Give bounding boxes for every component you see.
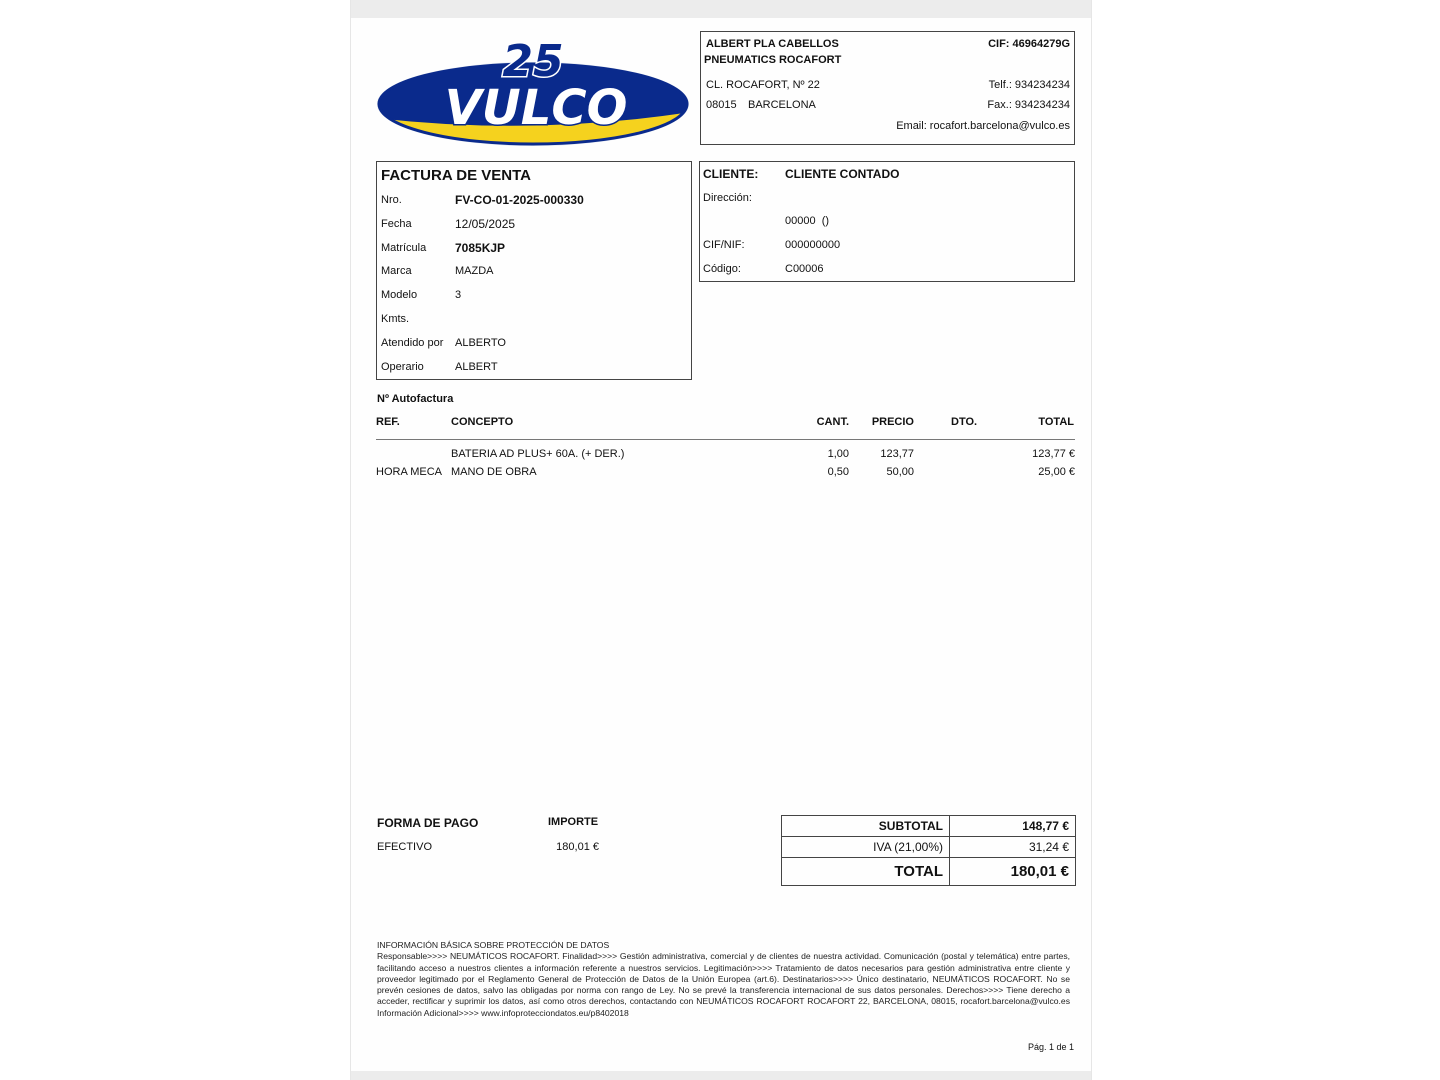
company-subtitle: PNEUMATICS ROCAFORT xyxy=(704,54,842,66)
page-number: Pág. 1 de 1 xyxy=(1027,1042,1074,1052)
company-name: ALBERT PLA CABELLOS xyxy=(706,38,839,50)
item-total: 25,00 € xyxy=(1038,466,1075,478)
payment-method-label: FORMA DE PAGO xyxy=(377,816,479,830)
subtotal-row xyxy=(782,816,1076,837)
col-total: TOTAL xyxy=(1038,416,1074,428)
item-cant: 1,00 xyxy=(827,448,849,460)
client-address: 00000 () xyxy=(785,215,830,227)
client-cif: 000000000 xyxy=(785,239,841,251)
client-name: CLIENTE CONTADO xyxy=(785,167,900,181)
vulco-logo xyxy=(376,32,691,148)
company-cif: CIF: 46964279G xyxy=(988,38,1070,50)
item-concepto: MANO DE OBRA xyxy=(451,466,537,478)
page-bottom-edge xyxy=(351,1071,1091,1080)
subtotal-value: 148,77 € xyxy=(950,816,1076,837)
invoice-brand: MAZDA xyxy=(455,265,494,277)
page-top-edge xyxy=(351,0,1091,18)
invoice-model: 3 xyxy=(455,289,462,301)
company-address: CL. ROCAFORT, Nº 22 xyxy=(706,79,820,91)
total-row xyxy=(782,858,1076,886)
company-postal: 08015 xyxy=(706,99,737,111)
client-box xyxy=(699,161,1075,282)
item-precio: 123,77 xyxy=(880,448,914,460)
field-label: Matrícula xyxy=(381,242,427,254)
invoice-title: FACTURA DE VENTA xyxy=(381,167,531,184)
total-label: TOTAL xyxy=(782,858,950,886)
client-code: C00006 xyxy=(785,263,824,275)
field-label: Fecha xyxy=(381,218,412,230)
col-ref: REF. xyxy=(376,416,400,428)
invoice-box xyxy=(376,161,692,380)
header-divider xyxy=(376,439,1075,440)
field-label: Operario xyxy=(381,361,424,373)
item-precio: 50,00 xyxy=(886,466,914,478)
total-value: 180,01 € xyxy=(950,858,1076,886)
autofactura-label: Nº Autofactura xyxy=(377,393,454,405)
invoice-plate: 7085KJP xyxy=(455,241,506,255)
iva-row xyxy=(782,837,1076,858)
payment-amount: 180,01 € xyxy=(556,841,599,853)
item-total: 123,77 € xyxy=(1032,448,1075,460)
logo-brand: VULCO xyxy=(444,80,628,136)
col-precio: PRECIO xyxy=(871,416,914,428)
client-label: CLIENTE: xyxy=(703,167,759,181)
invoice-attended-by: ALBERTO xyxy=(455,337,506,349)
invoice-operator: ALBERT xyxy=(455,361,498,373)
totals-table xyxy=(781,815,1076,886)
data-protection-notice xyxy=(377,940,1070,1019)
invoice-page xyxy=(350,0,1092,1080)
col-dto: DTO. xyxy=(951,416,978,428)
field-label: Modelo xyxy=(381,289,418,301)
client-code-label: Código: xyxy=(703,263,741,275)
item-concepto: BATERIA AD PLUS+ 60A. (+ DER.) xyxy=(451,448,625,460)
iva-label: IVA (21,00%) xyxy=(782,837,950,858)
company-telf: Telf.: 934234234 xyxy=(988,79,1070,91)
invoice-date: 12/05/2025 xyxy=(455,217,516,231)
company-email: Email: rocafort.barcelona@vulco.es xyxy=(896,120,1070,132)
logo-number: 25 xyxy=(502,36,564,87)
client-address-label: Dirección: xyxy=(703,192,752,204)
col-concepto: CONCEPTO xyxy=(451,416,514,428)
invoice-number: FV-CO-01-2025-000330 xyxy=(455,193,584,207)
col-cant: CANT. xyxy=(816,416,849,428)
company-box xyxy=(700,31,1075,145)
iva-value: 31,24 € xyxy=(950,837,1076,858)
item-cant: 0,50 xyxy=(827,466,849,478)
legal-text: Responsable>>>> NEUMÁTICOS ROCAFORT. Finalidad>>>> Gestión administrativa, comercial y de clientes de nuestra actividad. Comunicación (postal y telemática) entre partes, facilitando acceso a nuestros clientes a información referente a nuestros servicios. Legitimación>>>> Tratamiento de datos necesarios para gestión administrativa entre cliente y proveedor legitimado por el Reglamento General de Protección de Datos de la Unión Europea (art.6). Destinatarios>>>> Único destinatario, NEUMÁTICOS ROCAFORT. No se prevén cesiones de datos, salvo las obligadas por norma con rango de Ley. No se prevé la transferencia internacional de sus datos personales. Derechos>>>> Tiene derecho a acceder, rectificar y suprimir los datos, así como otros derechos, contactando con NEUMÁTICOS ROCAFORT ROCAFORT 22, BARCELONA, 08015, rocafort.barcelona@vulco.es Información Adicional>>>> www.infoprotecciondatos.eu/p8402018 xyxy=(377,951,1070,1018)
subtotal-label: SUBTOTAL xyxy=(782,816,950,837)
field-label: Marca xyxy=(381,265,412,277)
company-fax: Fax.: 934234234 xyxy=(987,99,1070,111)
payment-method: EFECTIVO xyxy=(377,841,433,853)
client-cif-label: CIF/NIF: xyxy=(703,239,745,251)
legal-title: INFORMACIÓN BÁSICA SOBRE PROTECCIÓN DE DATOS xyxy=(377,940,610,950)
company-city: BARCELONA xyxy=(748,99,816,111)
field-label: Atendido por xyxy=(381,337,444,349)
payment-amount-label: IMPORTE xyxy=(548,816,599,828)
item-ref: HORA MECA xyxy=(376,466,443,478)
field-label: Nro. xyxy=(381,194,402,206)
field-label: Kmts. xyxy=(381,313,410,325)
